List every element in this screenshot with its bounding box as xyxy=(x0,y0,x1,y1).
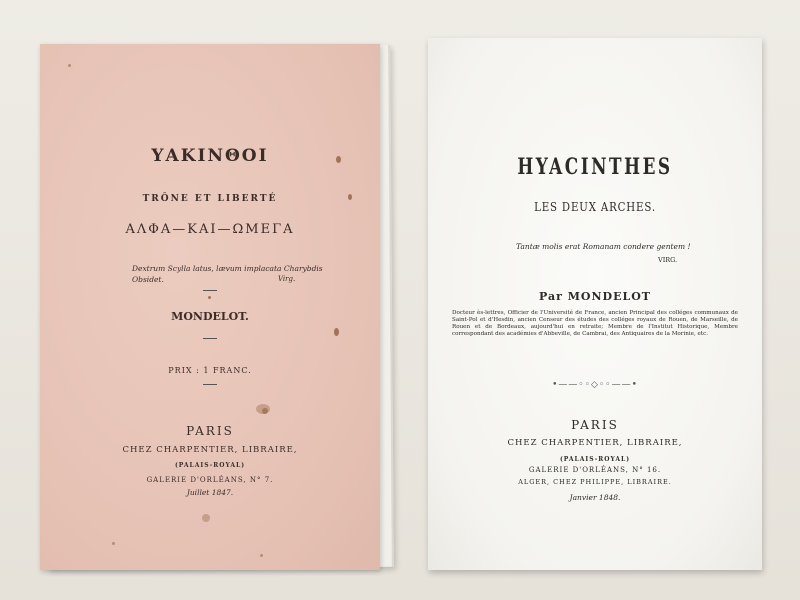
left-epigraph-line2: Obsidet. xyxy=(132,275,164,284)
left-epigraph-line1: Dextrum Scylla latus, lævum implacata Charybdis xyxy=(132,264,323,273)
right-book-title-page xyxy=(428,38,762,570)
left-publisher: CHEZ CHARPENTIER, LIBRAIRE, xyxy=(122,445,298,455)
right-epigraph: Tantæ molis erat Romanam condere gentem ! xyxy=(516,242,691,251)
right-subtitle: LES DEUX ARCHES. xyxy=(534,200,656,214)
stain-spot xyxy=(348,194,352,200)
left-epigraph-source: Virg. xyxy=(278,275,296,283)
right-ornament: •——◦◦◇◦◦——• xyxy=(552,380,638,390)
right-address-alger: ALGER, CHEZ PHILIPPE, LIBRAIRE. xyxy=(518,478,672,486)
left-greek-line: ΑΛΦΑ—ΚΑΙ—ΩΜΕΓΑ xyxy=(125,222,295,237)
right-author: Par MONDELOT xyxy=(539,290,651,303)
right-author-credentials: Docteur ès-lettres, Officier de l'Université de France, ancien Principal des colléges communaux de Saint-Pol et d'Hesdin, ancien Censeur des études des colléges royaux de Rouen, de Marseille, de Rouen et de Bordeaux, aujourd'hui en retraite; Membre de l'Institut Historique, Membre correspondant des académies d'Abbeville, de Cambrai, des Antiquaires de la Morinie, etc. xyxy=(452,310,738,337)
stain-spot xyxy=(112,542,115,545)
right-publisher: CHEZ CHARPENTIER, LIBRAIRE, xyxy=(507,438,683,448)
left-author: MONDELOT. xyxy=(171,310,249,323)
stain-spot xyxy=(68,64,71,67)
left-address: GALERIE D'ORLÉANS, N° 7. xyxy=(146,476,274,484)
stain-spot xyxy=(334,328,339,336)
left-pamphlet-cover xyxy=(40,44,380,570)
stain-spot xyxy=(260,554,263,557)
left-city: PARIS xyxy=(186,424,234,438)
left-date: Juillet 1847. xyxy=(186,488,234,497)
right-city: PARIS xyxy=(571,418,619,432)
right-address: GALERIE D'ORLÉANS, N° 16. xyxy=(528,466,662,474)
left-title: ΥΑΚΙΝΘΟΙ xyxy=(151,146,269,166)
left-price: PRIX : 1 FRANC. xyxy=(168,366,252,375)
stain-spot xyxy=(336,156,341,163)
right-epigraph-source: VIRG. xyxy=(658,256,678,264)
stain-spot xyxy=(256,404,270,414)
left-publisher-place: (PALAIS-ROYAL) xyxy=(174,462,246,469)
left-subtitle: TRÔNE ET LIBERTÉ xyxy=(142,194,278,204)
right-publisher-place: (PALAIS-ROYAL) xyxy=(559,456,631,463)
stain-spot xyxy=(202,514,210,522)
right-date: Janvier 1848. xyxy=(569,493,621,502)
right-title: HYACINTHES xyxy=(517,154,673,180)
stain-spot xyxy=(208,296,211,299)
